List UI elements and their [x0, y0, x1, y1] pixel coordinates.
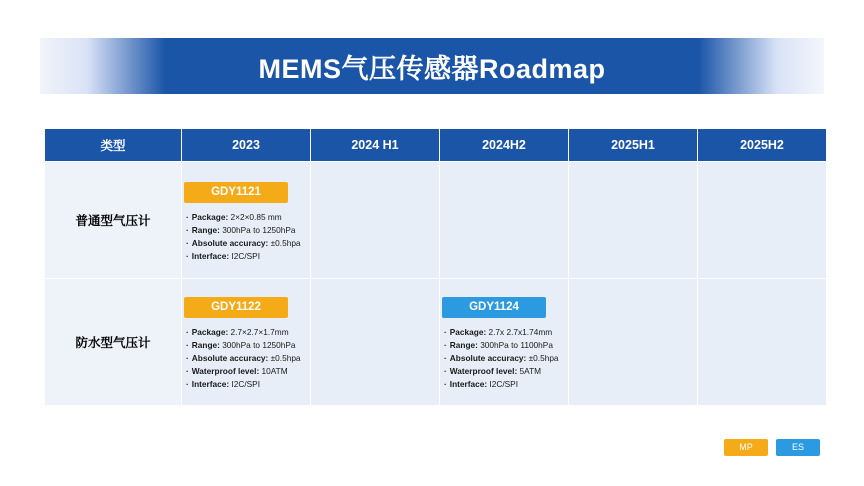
spec-item: · Range: 300hPa to 1250hPa — [186, 339, 310, 352]
spec-item: · Waterproof level: 5ATM — [444, 365, 568, 378]
table-header-row — [45, 129, 827, 162]
roadmap-table — [44, 128, 827, 406]
cell-waterproof-2024h2 — [440, 279, 569, 406]
spec-item: · Absolute accuracy: ±0.5hpa — [186, 237, 310, 250]
cell-waterproof-2024h1 — [311, 279, 440, 406]
cell-normal-2025h2 — [698, 162, 827, 279]
table-header-2025h2: 2025H2 — [698, 129, 827, 162]
table-header-type: 类型 — [45, 129, 182, 162]
spec-item: · Range: 300hPa to 1100hPa — [444, 339, 568, 352]
spec-item: · Package: 2×2×0.85 mm — [186, 211, 310, 224]
legend-item-mp: MP — [724, 439, 768, 456]
cell-waterproof-2023 — [182, 279, 311, 406]
product-chip-gdy1121[interactable]: GDY1121 — [184, 182, 288, 203]
legend — [724, 439, 820, 456]
row-label-waterproof-barometer: 防水型气压计 — [45, 279, 182, 406]
cell-normal-2023 — [182, 162, 311, 279]
cell-normal-2025h1 — [569, 162, 698, 279]
spec-item: · Package: 2.7x 2.7x1.74mm — [444, 326, 568, 339]
row-label-normal-barometer: 普通型气压计 — [45, 162, 182, 279]
cell-normal-2024h2 — [440, 162, 569, 279]
spec-item: · Interface: I2C/SPI — [444, 378, 568, 391]
table-row — [45, 279, 827, 406]
spec-list — [440, 326, 568, 391]
title-banner — [40, 38, 824, 94]
spec-item: · Waterproof level: 10ATM — [186, 365, 310, 378]
product-chip-gdy1124[interactable]: GDY1124 — [442, 297, 546, 318]
spec-list — [182, 211, 310, 263]
spec-list — [182, 326, 310, 391]
spec-item: · Absolute accuracy: ±0.5hpa — [444, 352, 568, 365]
table-header-2025h1: 2025H1 — [569, 129, 698, 162]
table-header-2023: 2023 — [182, 129, 311, 162]
cell-waterproof-2025h2 — [698, 279, 827, 406]
product-chip-gdy1122[interactable]: GDY1122 — [184, 297, 288, 318]
cell-normal-2024h1 — [311, 162, 440, 279]
cell-waterproof-2025h1 — [569, 279, 698, 406]
legend-item-es: ES — [776, 439, 820, 456]
spec-item: · Absolute accuracy: ±0.5hpa — [186, 352, 310, 365]
spec-item: · Package: 2.7×2.7×1.7mm — [186, 326, 310, 339]
table-header-2024h1: 2024 H1 — [311, 129, 440, 162]
table-row — [45, 162, 827, 279]
spec-item: · Interface: I2C/SPI — [186, 250, 310, 263]
page-title: MEMS气压传感器Roadmap — [258, 53, 606, 84]
spec-item: · Interface: I2C/SPI — [186, 378, 310, 391]
table-header-2024h2: 2024H2 — [440, 129, 569, 162]
spec-item: · Range: 300hPa to 1250hPa — [186, 224, 310, 237]
